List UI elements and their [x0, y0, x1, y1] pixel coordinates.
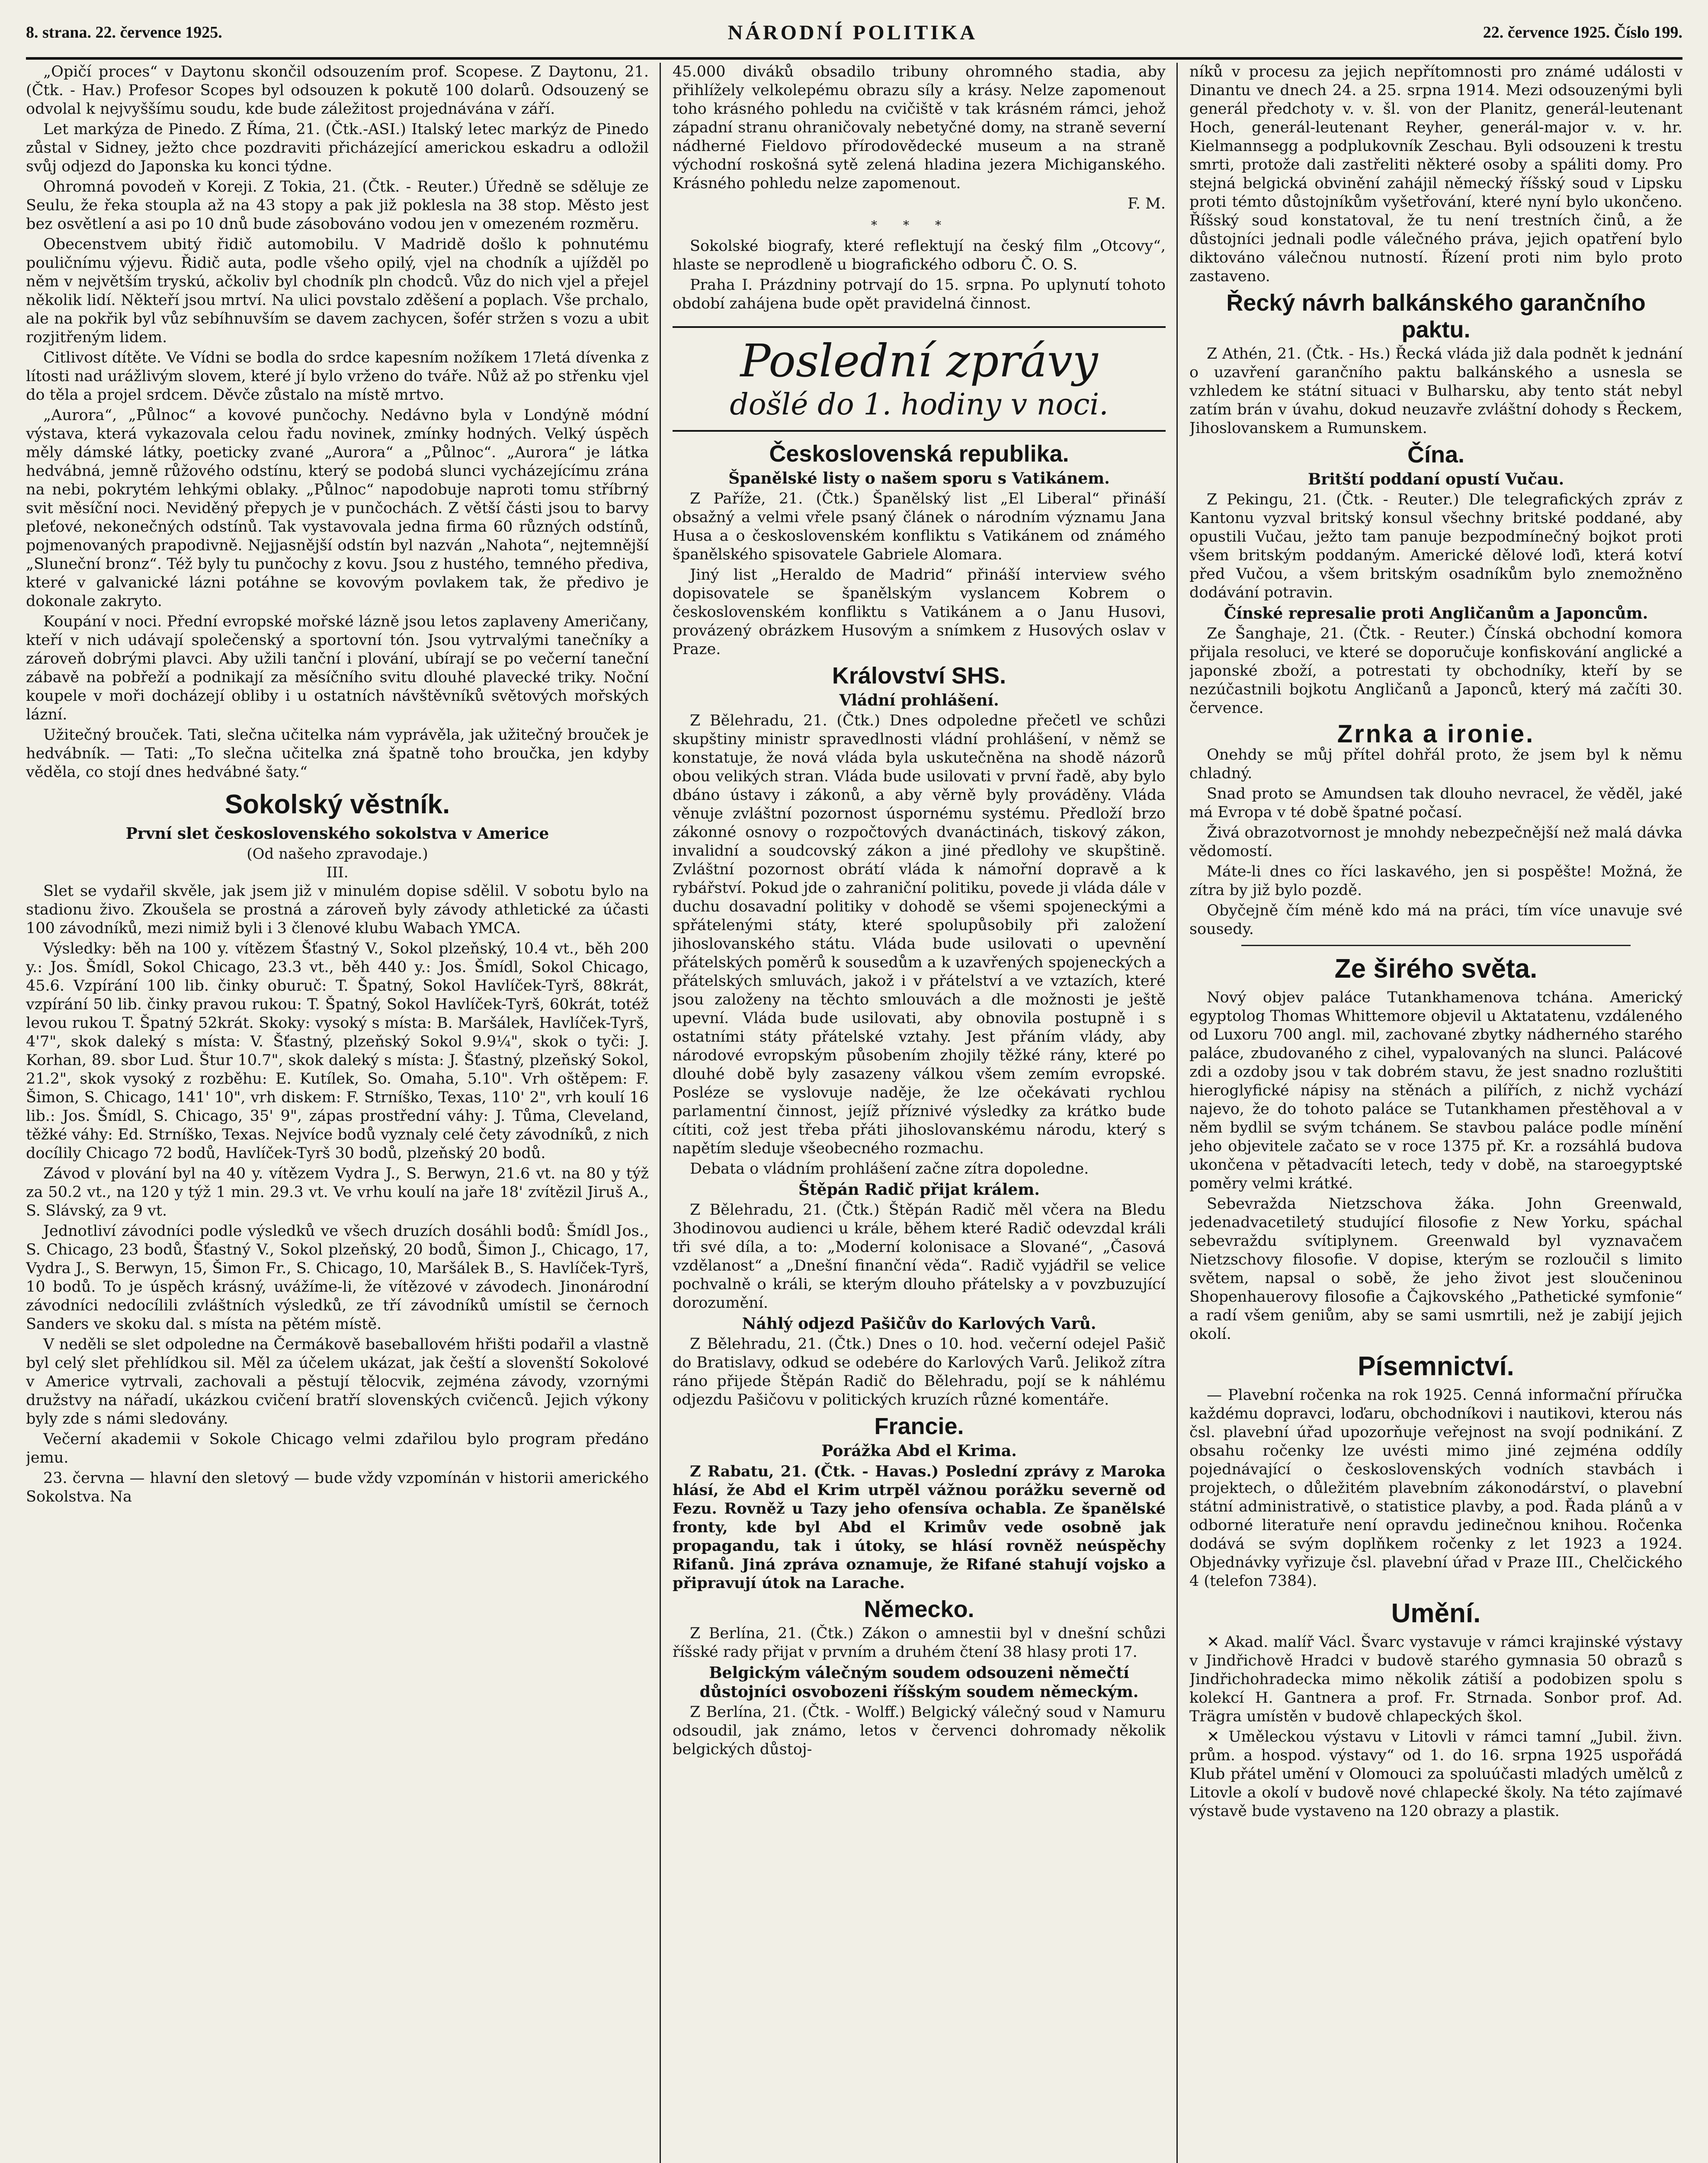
article-paragraph: Z Bělehradu, 21. (Čtk.) Dnes odpoledne přečetl ve schůzi skupštiny ministr spravedlnosti vládní prohlášení, v němž se konstatuje, že nová vláda byla uskutečněna na shodě názorů obou velikých stran. Vláda bude usilovati v první řadě, aby bylo dbáno ústavy i zákonů, a aby věrně byly prováděny. Vláda věnuje zvláštní pozornost úspornému systému. Předloží brzo zákonné osnovy o rozpočtových dvanáctinách, tiskový zákon, invalidní a soudcovský zákon a jiné předlohy ve skupštině. Zvláštní pozornost obrátí vláda k námořní dopravě a k rybářství. Pokud jde o zahraniční politiku, povede ji vláda dále v duchu dosavadní politiky v dohodě se všemi spojeneckými a spřátelenými státy, které spolupůsobily při založení jihoslovanského státu. Vláda bude usilovati o upevnění přátelských poměrů k sousedům a k uzavřených spojeneckých a přátelských smluvách, jakož i v přátelství a ve vztazích, které jsou založeny na těchto smlouvách a dle možnosti je ještě upevní. Vláda bude usilovati, aby obnovila postupně i s ostatními státy přátelské vztahy. Jest přáním vlády, aby národové evropským působením zhojily těžké rány, které po dlouhé době byly zasazeny válkou všem zemím evropské. Posléze se vyslovuje naděje, že lze očekávati rychlou parlamentní činnost, jejíž příznivé výsledky za krátko bude cítiti, což jest třeba přáti jihoslovanskému národu, který s napětím sleduje všeobecného rozmachu. [673, 712, 1166, 1157]
article-paragraph: 45.000 diváků obsadilo tribuny ohromného stadia, aby přihlížely velkolepému obrazu síly a krásy. Nelze zapomenout toho krásného pohledu na cvičiště v tak krásném rámci, jehož západní stranu ohraničovaly nebetyčné domy, na straně severní nádherné Fieldovo přírodovědecké museum a na straně východní roskošná sytě zelená hladina jezera Michiganského. Krásného pohledu nelze zapomenout. [673, 63, 1166, 192]
section-title-shs: Království SHS. [832, 663, 1006, 689]
aphorism: Máte-li dnes co říci laskavého, jen si pospěšte! Možná, že zítra by již bylo pozdě. [1189, 863, 1682, 899]
banner-subtitle: došlé do 1. hodiny v noci. [730, 388, 1109, 422]
section-title-germany: Německo. [864, 1596, 974, 1622]
news-item: „Opičí proces“ v Daytonu skončil odsouzením prof. Scopese. Z Daytonu, 21. (Čtk. - Hav.) Profesor Scopes byl odsouzen k pokutě 100 dolarů. Odsouzený se odvolal k nejvyššímu soudu, kde bude záležitost projednávána v září. [26, 63, 649, 118]
section-title-irony: Zrnka a ironie. [1337, 720, 1535, 748]
article-paragraph: Jiný list „Heraldo de Madrid“ přináší interview svého dopisovatele se španělským vyslancem Kobrem o československém konfliktu s Vatikánem a o Janu Husovi, provázený obrázkem Husovým a snímkem z Husových oslav v Praze. [673, 566, 1166, 658]
news-item: Obecenstvem ubitý řidič automobilu. V Madridě došlo k pohnutému pouličnímu výjevu. Řidič auta, podle všeho opilý, vjel na chodník a ujížděl po něm v největším tryskú, ačkoliv byl chodník pln chodců. Vůz do nich vjel a přejel několik lidí. Někteří jsou mrtví. Na ulici povstalo zděšení a poplach. Vše prchalo, ale na pokřik byl vůz sebíhnuvším se davem zachycen, šofér stržen s vozu a ubit rozjitřeným lidem. [26, 236, 649, 346]
header-rule [26, 57, 1682, 60]
article-title: Španělské listy o našem sporu s Vatikánem. [728, 469, 1110, 488]
article-title: Náhlý odjezd Pašičův do Karlových Varů. [742, 1315, 1096, 1333]
masthead: NÁRODNÍ POLITIKA [727, 21, 977, 44]
article-title: První slet československého sokolstva v Americe [125, 825, 549, 843]
header-issue-right: 22. července 1925. Číslo 199. [1483, 23, 1682, 42]
news-item: Sokolské biografy, které reflektují na český film „Otcovy“, hlaste se neprodleně u biografického odboru Č. O. S. [673, 237, 1166, 273]
news-item: Koupání v noci. Přední evropské mořské lázně jsou letos zaplaveny Američany, kteří v nich udávají společenský a sportovní tón. Jsou vytrvalými tanečníky a zároveň dobrými plavci. Aby užili tanční i plování, ubírají se po večerní taneční zábavě na pobřeží a podnikají za měsíčního svitu dlouhé plavecké triky. Noční koupele v moři docházejí obliby i u ostatních návštěvníků světových mořských lázní. [26, 613, 649, 723]
column-2 [673, 63, 1166, 2163]
article-paragraph: Nový objev paláce Tutankhamenova tchána. Americký egyptolog Thomas Whittemore objevil u Aktatatenu, vzdáleného od Luxoru 700 angl. mil, zachované zbytky nádherného starého paláce, zbudovaného z cihel, vypalovaných na slunci. Palácové zdi a ozdoby jsou v tak dobrém stavu, že jest snadno rozluštiti hieroglyfické nápisy na stěnách a pilířích, z nichž vychází najevo, že do tohoto paláce se Tutankhamen přestěhoval a v něm bydlil se svým tchánem. Se stavbou paláce podle mínění jeho objevitele začato se v roce 1375 př. Kr. a rozsáhlá budova ukončena v pětadvacíti letech, tedy v době, na staroegyptské poměry velmi krátké. [1189, 989, 1682, 1192]
section-title-art: Umění. [1391, 1598, 1481, 1628]
article-paragraph: Večerní akademii v Sokole Chicago velmi zdařilou bylo program předáno jemu. [26, 1431, 649, 1467]
page-header [26, 13, 1682, 52]
article-paragraph: 23. června — hlavní den sletový — bude vždy vzpomínán v historii amerického Sokolstva. Na [26, 1470, 649, 1505]
section-title-china: Čína. [1407, 442, 1465, 468]
section-title-literature: Písemnictví. [1358, 1351, 1514, 1381]
article-paragraph: Výsledky: běh na 100 y. vítězem Šťastný V., Sokol plzeňský, 10.4 vt., běh 200 y.: Jos. Šmídl, Sokol Chicago, 23.3 vt., běh 440 y.: Jos. Šmídl, Sokol Chicago, 45.6. Vzpírání 100 lib. činky oburuč: T. Špatný, Sokol Havlíček-Tyrš, 88krát, vzpírání 50 lib. činky pravou rukou: T. Špatný, Sokol Havlíček-Tyrš, 60krát, totéž levou rukou T. Špatný 52krát. Skoky: vysoký s místa: B. Maršálek, Havlíček-Tyrš, 4'7", skok daleký s místa: V. Šťastný, plzeňský Sokol 9.9¼", skok o tyči: J. Korhan, 89. sbor Lud. Štur 10.7", skok daleký s místa: J. Šťastný, plzeňský Sokol, 21.2", skok vysoký z rozběhu: E. Kutílek, So. Omaha, 5.10". Vrh oštěpem: F. Šimon, S. Chicago, 141' 10", vrh diskem: F. Strníško, Texas, 110' 2", vrh koulí 16 lib.: Jos. Šmídl, S. Chicago, 35' 9", zápas prostřední váhy: J. Tůma, Cleveland, těžké váhy: Ed. Strníško, Texas. Nejvíce bodů vyznaly celé čety závodníků, z nich docílily Chicago 72 bodů, Havlíček-Tyrš 30 bodů, plzeňský 20 bodů. [26, 940, 649, 1162]
news-item: Užitečný brouček. Tati, slečna učitelka nám vyprávěla, jak užitečný brouček je hedvábník. — Tati: „To slečna učitelka zná špatně toho broučka, jen kdyby věděla, co stojí dnes hedvábné šaty.“ [26, 726, 649, 781]
article-title: Vládní prohlášení. [839, 691, 999, 709]
column-3 [1189, 63, 1682, 2163]
aphorism: Onehdy se můj přítel dohřál proto, že jsem byl k němu chladný. [1189, 746, 1682, 782]
article-paragraph: Z Paříže, 21. (Čtk.) Španělský list „El Liberal“ přináší obsažný a velmi vřele psaný článek o národním významu Jana Husa a o československém konfliktu s Vatikánem od známého španělského spisovatele Gabriele Alomara. [673, 490, 1166, 563]
aphorism: Obyčejně čím méně kdo má na práci, tím více unavuje své sousedy. [1189, 902, 1682, 938]
article-paragraph: Jednotliví závodníci podle výsledků ve všech druzích dosáhli bodů: Šmídl Jos., S. Chicago, 23 bodů, Šťastný V., Sokol plzeňský, 20 bodů, Šimon J., Chicago, 17, Vydra J., S. Berwyn, 15, Šimon Fr., S. Chicago, 10, Maršálek B., S. Havlíček-Tyrš, 10 bodů. To je úspěch krásný, uvážíme-li, že vítězové v závodech. Jinonárodní závodníci nedocílili zvláštních výsledků, ze tří závodníků umístil se černoch Sanders ve skoku dal. s místa na pětém místě. [26, 1223, 649, 1333]
article-paragraph: Ze Šanghaje, 21. (Čtk. - Reuter.) Čínská obchodní komora přijala resoluci, ve které se doporučuje konfiskování anglické a japonské zboží, a potrestati ty obchodníky, kteří by se nezúčastnili bojkotu Angličanů a Japonců, který má začíti 30. července. [1189, 625, 1682, 717]
column-separator [1176, 63, 1178, 2163]
article-paragraph: ✕ Uměleckou výstavu v Litovli v rámci tamní „Jubil. živn. prům. a hospod. výstavy“ od 1. do 16. srpna 1925 uspořádá Klub přátel umění v Olomouci za spoluúčasti mladých umělců z Litovle a okolí v budově nové chlapecké školy. Na této zajímavé výstavě bude vystaveno na 120 obrazy a plastik. [1189, 1728, 1682, 1820]
article-paragraph: — Plavební ročenka na rok 1925. Cenná informační příručka každému dopravci, loďaru, obchodníkovi i nautikovi, kterou nás čsl. plavební úřad upozorňuje veřejnost na svojí podnikání. Z obsahu ročenky lze uvésti mimo jiné zejména oddíly pojednávající o československých vodních stavbách i projektech, o důležitém plavebním zákonodárství, o plavební státní administrativě, o statistice plavby, a pod. Řada plánů a v odborné literatuře není opravdu jedinečnou knihou. Ročenka dodává se svým doplňkem ročenky z let 1923 a 1924. Objednávky vyřizuje čsl. plavební úřad v Praze III., Chelčického 4 (telefon 7384). [1189, 1386, 1682, 1590]
article-title: Belgickým válečným soudem odsouzeni němečtí důstojníci osvobozeni říšským soudem německým. [699, 1664, 1139, 1701]
section-title-sokol: Sokolský věstník. [224, 789, 450, 819]
section-title-france: Francie. [874, 1413, 964, 1439]
newspaper-page [26, 9, 1682, 2163]
article-note: (Od našeho zpravodaje.) [247, 845, 428, 863]
article-paragraph: Z Bělehradu, 21. (Čtk.) Štěpán Radič měl včera na Bledu 3hodinovou audienci u krále, během které Radič odevzdal králi tři své díla, a to: „Moderní kolonisace a Slované“, „Časová vzdělanost“ a „Dnešní finanční věda“. Radič vyjádřil se velice pochvalně o králi, se kterým dlouho přátelsky a v povzbuzující dorozumění. [673, 1201, 1166, 1312]
article-paragraph: níků v procesu za jejich nepřítomnosti pro známé události v Dinantu ve dnech 24. a 25. srpna 1914. Mezi odsouzenými byli generál předchoty v. v. šl. von der Planitz, generál-leutenant Hoch, generál-leutenant Reyher, generál-major v. v. hr. Kielmannsegg a podplukovník Zeschau. Byli odsouzeni k trestu smrti, protože dali zastřeliti některé osoby a spáliti domy. Pro stejná belgická obvinění zahájil německý říšský soud v Lipsku proti témto důstojníkům vyšetřování, které nyní bylo ukončeno. Říšský soud konstatoval, že tu není trestních činů, a že důstojníci jednali podle válečného práva, jejich opatření bylo diktováno válečnou nutností. Řízení proti nim bylo proto zastaveno. [1189, 63, 1682, 285]
article-paragraph: Z Bělehradu, 21. (Čtk.) Dnes o 10. hod. večerní odejel Pašič do Bratislavy, odkud se odebére do Karlových Varů. Jelikož zítra ráno přijede Štěpán Radič do Bělehradu, pojí se k náhlému odjezdu Pašičovu v politických kruzích různé komentáře. [673, 1335, 1166, 1409]
article-paragraph: ✕ Akad. malíř Václ. Švarc vystavuje v rámci krajinské výstavy v Jindřichově Hradci v budově starého gymnasia 50 obrazů s Jindřichohradecka mimo několik zátiší a podobizen spolu s kolekcí H. Gantnera a prof. Fr. Strnada. Sonbor prof. Ad. Trägra umístěn v budově chlapeckých škol. [1189, 1633, 1682, 1725]
author-signature: F. M. [1127, 195, 1166, 212]
article-title: Štěpán Radič přijat králem. [798, 1181, 1040, 1199]
article-title: Čínské represalie proti Angličanům a Japoncům. [1224, 604, 1648, 623]
news-item: Praha I. Prázdniny potrvají do 15. srpna. Po uplynutí tohoto období zahájena bude opět pravidelná činnost. [673, 276, 1166, 312]
article-title: Britští poddaní opustí Vučau. [1307, 470, 1564, 488]
section-title-greece: Řecký návrh balkánského garančního paktu. [1226, 290, 1646, 343]
article-part-number: III. [326, 864, 349, 881]
article-paragraph: Z Berlína, 21. (Čtk. - Wolff.) Belgický válečný soud v Namuru odsoudil, jak známo, letos v červenci dohromady několik belgických důstoj- [673, 1704, 1166, 1758]
article-paragraph: Debata o vládním prohlášení začne zítra dopoledne. [690, 1160, 1089, 1178]
aphorism: Snad proto se Amundsen tak dlouho nevracel, že věděl, jaké má Evropa v té době špatné počasí. [1189, 785, 1682, 821]
news-item: Citlivost dítěte. Ve Vídni se bodla do srdce kapesním nožíkem 17letá dívenka z lítosti nad urážlivým slovem, které jí bylo vrženo do tváře. Nůž až po střenku vjel do těla a projel srdcem. Děvče zůstalo na místě mrtvo. [26, 349, 649, 404]
separator-stars: *** [871, 218, 967, 232]
article-paragraph: Sebevražda Nietzschova žáka. John Greenwald, jedenadvacetiletý studující filosofie z New Yorku, spáchal sebevraždu svítiplynem. Greenwald byl vyznavačem Nietzschovy filosofie. V dopise, kterým se rozloučil s limito světem, napsal o sobě, že jeho život jest sloučeninou Shopenhauerovy filosofie a Čajkovského „Pathetické symfonie“ a radí všem geniům, aby se sami usmrtili, než je zabijí jejich okolí. [1189, 1195, 1682, 1343]
column-separator [660, 63, 661, 2163]
article-paragraph: Z Pekingu, 21. (Čtk. - Reuter.) Dle telegrafických zpráv z Kantonu vyzval britský konsul všechny britské poddané, aby opustili Vučau, ježto tam panuje bezpodmínečný bojkot proti všem britským poddaným. Americké dělové loďi, která kotví před Vučou, a všem britským osadníkům bylo znemožněno dodávání potravin. [1189, 491, 1682, 601]
article-paragraph: Slet se vydařil skvěle, jak jsem již v minulém dopise sdělil. V sobotu bylo na stadionu živo. Zkoušela se prostná a zároveň byly závody athletické za účasti 100 závodníků, mezi nimiž byli i 3 členové klubu Wabach YMCA. [26, 883, 649, 937]
article-paragraph: Závod v plování byl na 40 y. vítězem Vydra J., S. Berwyn, 21.6 vt. na 80 y týž za 50.2 vt., na 120 y týž 1 min. 29.3 vt. Ve vrhu koulí na jaře 18' zvítězil Jiruš A., S. Slávský, za 9 vt. [26, 1165, 649, 1219]
news-item: „Aurora“, „Půlnoc“ a kovové punčochy. Nedávno byla v Londýně módní výstava, která vykazovala celou řadu novinek, zmínky hodných. Velký úspěch měly dámské látky, poeticky zvané „Aurora“ a „Půlnoc“. „Aurora“ je látka hedvábná, jemně růžového odstínu, který se podobá slunci vycházejícímu zrána na nebi, pokrytém lehkými oblaky. „Půlnoc“ napodobuje naproti tomu stříbrný svit měsíční noci. Neviděný přepych je v punčochách. Z větší části jsou to barvy pleťové, nekonečných odstínů. Tak vystavovala jedna firma 60 různých odstínů, pojmenovaných prapodivně. Nejjasnější odstín byl nazván „Nahota“, nejtemnější „Sluneční bronz“. Též byly tu punčochy z kovu. Jsou z hustého, temného předivа, které v galvanické lázni potáhne se kovovým povlakem tak, že předivo je dokonale zakryto. [26, 407, 649, 610]
header-date-left: 8. strana. 22. července 1925. [26, 23, 222, 42]
article-title: Porážka Abd el Krima. [821, 1442, 1017, 1460]
article-paragraph: V neděli se slet odpoledne na Čermákově baseballovém hřišti podařil a vlastně byl celý slet přehlídkou sil. Měl za účelem ukázat, jak čeští a slovenští Sokolové v Americe vytrvali, zachovali a pěstují tělocvik, zejména závody, vzornými družstvy na nářadí, ukázkou cvičení bratří slovenských cvičenců. Jejich výkony byly zde s námi sledovány. [26, 1336, 649, 1428]
latest-news-banner [673, 326, 1166, 432]
article-paragraph: Z Berlína, 21. (Čtk.) Zákon o amnestii byl v dnešní schůzi říšské rady přijat v prvním a druhém čtení 38 hlasy proti 17. [673, 1625, 1166, 1661]
news-item: Ohromná povodeň v Koreji. Z Tokia, 21. (Čtk. - Reuter.) Úředně se sděluje ze Seulu, že řeka stoupla až na 43 stopy a pak již poklesla na 38 stop. Město jest bez osvětlení a asi po 10 dnů bude zásobováno vodou jen v omezeném rozměru. [26, 178, 649, 233]
section-title-czechoslovakia: Československá republika. [769, 441, 1069, 467]
divider [1241, 945, 1631, 946]
news-item: Let markýza de Pinedo. Z Říma, 21. (Čtk.-ASI.) Italský letec markýz de Pinedo zůstal v Sidney, ježto chce pozdraviti přicházející americkou eskadru a odložil svůj odjezd do Japonska ku konci týdne. [26, 121, 649, 175]
aphorism: Živá obrazotvornost je mnohdy nebezpečnější než malá dávka vědomostí. [1189, 824, 1682, 860]
article-paragraph: Z Athén, 21. (Čtk. - Hs.) Řecká vláda již dala podnět k jednání o uzavření garančního paktu balkánského a usnesla se vzhledem ke státní situaci v Bulharsku, aby tento stát nebyl zatím brán v úvahu, dokud neuzavře zvláštní dohody s Řeckem, Jihoslovanskem a Rumunskem. [1189, 345, 1682, 437]
banner-title: Poslední zprávy [740, 334, 1098, 387]
column-1 [26, 63, 649, 2163]
section-title-world: Ze širého světa. [1334, 954, 1538, 984]
article-paragraph: Z Rabatu, 21. (Čtk. - Havas.) Poslední zprávy z Maroka hlásí, že Abd el Krim utrpěl vážnou porážku severně od Fezu. Rovněž u Tazy jeho ofensíva ochabla. Ze španělské fronty, kde byl Abd el Krimův vede osobně jak propagandu, tak i útoky, se hlásí rovněž neúspěchy Rifanů. Jiná zpráva oznamuje, že Rifané stahují vojsko a připravují útok na Larache. [673, 1463, 1166, 1592]
